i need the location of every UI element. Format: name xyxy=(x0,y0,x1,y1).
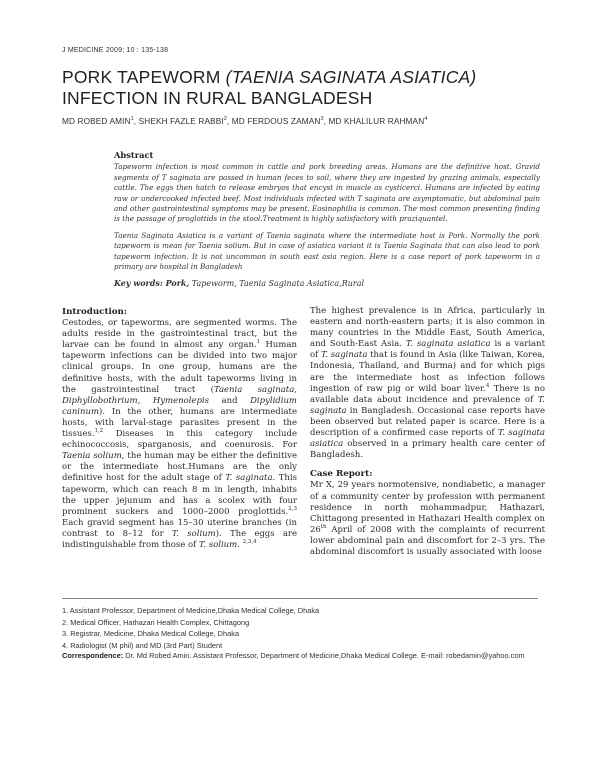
author-name: MD ROBED AMIN xyxy=(62,116,131,126)
author-name: MD FERDOUS ZAMAN xyxy=(231,116,321,126)
introduction-paragraph: Cestodes, or tapeworms, are segmented worms. The adults reside in the gastrointestinal tract, but the larvae can be found in almost any organ.$^1$ Human tapeworm infections can be divided into two major clinical groups. In one group, humans are the definitive hosts, with the adult tapeworms living in the gastrointestinal tract (Taenia saginata, Diphyllobothrium, Hymenolepis and Dipylidium caninum). In the other, humans are intermediate hosts, with larval-stage parasites present in the tissues.$^{1,2}$ Diseases in this category include echinococcosis, sparganosis, and coenurosis. For Taenia solium, the human may be either the definitive or the intermediate host.Humans are the only definitive host for the adult stage of T. saginata. This tapeworm, which can reach 8 m in length, inhabits the upper jejunum and has a scolex with four prominent suckers and 1000–2000 proglottids.$^{2,3}$ Each gravid segment has 15–30 uterine branches (in contrast to 8–12 for T. solium). The eggs are indistinguishable from those of T. solium. $^{2,3,4}$ xyxy=(62,318,297,550)
right-column xyxy=(310,306,545,558)
journal-citation: J MEDICINE 2009; 10 : 135-138 xyxy=(62,47,169,54)
footnote-3: 3. Registrar, Medicine, Dhaka Medical College, Dhaka xyxy=(62,629,240,639)
author-affiliation: 1 xyxy=(130,116,134,123)
author-affiliation: 2 xyxy=(223,116,227,123)
author-affiliation: 3 xyxy=(320,116,324,123)
author-list: MD ROBED AMIN$^1$, SHEKH FAZLE RABBI$^2$, MD FERDOUS ZAMAN$^3$, MD KHALILUR RAHMAN$^4$ xyxy=(62,116,428,126)
title-part-1: PORK TAPEWORM xyxy=(62,67,226,87)
correspondence-label: Correspondence: xyxy=(62,651,124,661)
case-report-heading: Case Report: xyxy=(310,469,373,480)
keywords-label: Key words: Pork, xyxy=(114,278,190,289)
abstract-paragraph-2: Taenia Saginata Asiatica is a variant of Taenia saginata where the intermediate host is Pork. Normally the pork tapeworm is mean for Taenia solium. But in case of asiatica variant it is Taenia Saginata that can also lead to pork tapeworm infection. It is not uncommon in south east asia region. Here is a case report of pork tapeworm in a primary are hospital in Bangladesh xyxy=(114,230,540,272)
prevalence-paragraph: The highest prevalence is in Africa, particularly in eastern and north-eastern parts; it is also common in many countries in the Middle East, South America, and South-East Asia. T. saginata asiatica is a variant of T. saginata that is found in Asia (like Taiwan, Korea, Indonesia, Thailand, and Burma) and for which pigs are the intermediate host as infection follows ingestion of raw pig or wild boar liver.$^4$ There is no available data about incidence and prevalence of T. saginata in Bangladesh. Occasional case reports have been observed but related paper is scarce. Here is a description of a confirmed case reports of T. saginata asiatica observed in a primary health care center of Bangladesh. xyxy=(310,306,546,461)
footnote-2: 2. Medical Officer, Hathazari Health Complex, Chittagong xyxy=(62,617,250,627)
keywords xyxy=(114,278,540,289)
author-affiliation: 4 xyxy=(424,116,428,123)
footnote-1: 1. Assistant Professor, Department of Medicine,Dhaka Medical College, Dhaka xyxy=(62,606,320,615)
author-name: MD KHALILUR RAHMAN xyxy=(328,116,425,126)
left-column xyxy=(62,307,297,551)
title-part-2: INFECTION IN RURAL BANGLADESH xyxy=(62,88,373,108)
correspondence xyxy=(62,651,542,662)
footnote-divider xyxy=(62,598,538,599)
abstract-paragraph-1: Tapeworm infection is most common in cattle and pork breeding areas. Humans are the definitive host. Gravid segments of T saginata are passed in human feces to soil, where they are ingested by grazing animals, especially cattle. The eggs then hatch to release embryos that encyst in muscle as cysticerci. Humans are infected by eating raw or undercooked infected beef. Most individuals infected with T saginata are asymptomatic, but abdominal pain and other gastrointestinal symptoms may be present. Eosinophilia is common. The most common presenting finding is the passage of proglottids in the stool.Treatment is highly satisfactory with praziquantel. xyxy=(114,162,540,224)
footnote-4: 4. Radiologist (M phil) and MD (3rd Part) Student xyxy=(62,640,223,650)
case-report-paragraph: Mr X, 29 years normotensive, nondiabetic, a manager of a community center by profession with permanent residence in north mohammadpur, Hathazari, Chittagong presented in Hathazari Health complex on 26th April of 2008 with the complaints of recurrent lower abdominal pain and discomfort for 2–3 yrs. The abdominal discomfort is usually associated with loose xyxy=(310,480,545,557)
footnotes xyxy=(62,605,542,662)
keywords-text: Tapeworm, Taenia Saginata Asiatica,Rural xyxy=(189,279,365,289)
correspondence-text: Dr. Md Robed Amin. Assistant Professor, Department of Medicine,Dhaka Medical College. E-mail: robedamin@yahoo.com xyxy=(123,651,525,661)
abstract-heading: Abstract xyxy=(114,150,154,160)
introduction-heading: Introduction: xyxy=(62,307,128,317)
abstract-block xyxy=(114,150,540,290)
author-name: SHEKH FAZLE RABBI xyxy=(138,116,224,126)
article-title xyxy=(62,67,542,109)
title-italic: (TAENIA SAGINATA ASIATICA) xyxy=(225,67,477,87)
